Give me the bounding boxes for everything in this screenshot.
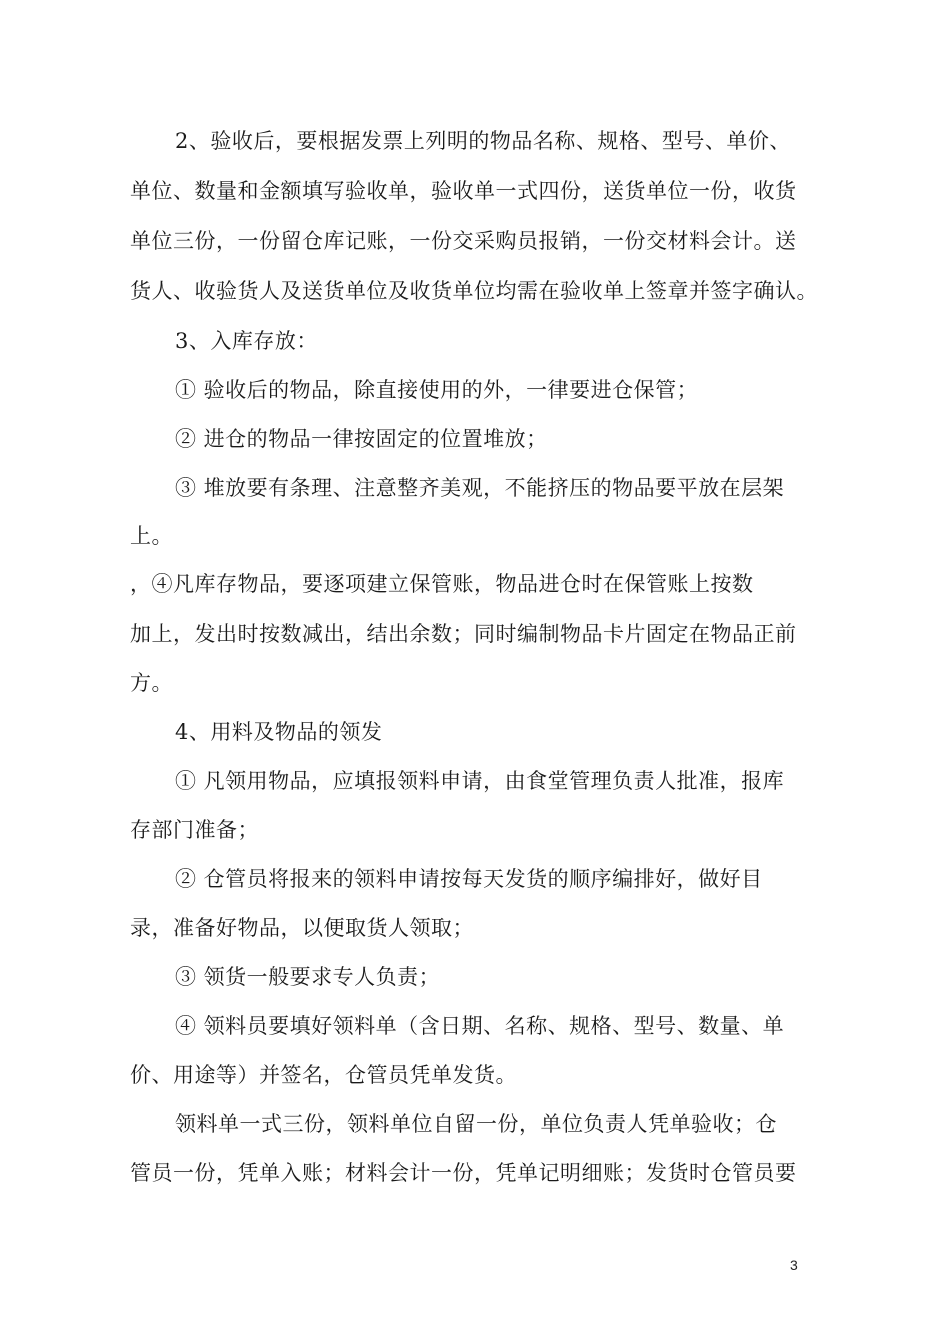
text-line: 单位三份，一份留仓库记账，一份交采购员报销，一份交材料会计。送 [130, 229, 797, 253]
text-line: ③ 堆放要有条理、注意整齐美观，不能挤压的物品要平放在层架 [175, 476, 785, 500]
text-line: ③ 领货一般要求专人负责； [175, 965, 441, 989]
text-line: 2、验收后，要根据发票上列明的物品名称、规格、型号、单价、 [175, 129, 791, 153]
text-line: 加上，发出时按数减出，结出余数；同时编制物品卡片固定在物品正前 [130, 622, 797, 646]
text-line: 方。 [130, 671, 173, 695]
text-line: ① 凡领用物品，应填报领料申请，由食堂管理负责人批准，报库 [175, 769, 785, 793]
text-line: 领料单一式三份，领料单位自留一份，单位负责人凭单验收；仓 [175, 1112, 777, 1136]
text-line: ② 进仓的物品一律按固定的位置堆放； [175, 427, 548, 451]
text-line: 存部门准备； [130, 818, 259, 842]
text-line: ① 验收后的物品，除直接使用的外，一律要进仓保管； [175, 378, 699, 402]
text-line: 单位、数量和金额填写验收单，验收单一式四份，送货单位一份，收货 [130, 179, 797, 203]
text-line: 管员一份，凭单入账；材料会计一份，凭单记明细账；发货时仓管员要 [130, 1161, 797, 1185]
page-number: 3 [790, 1257, 798, 1273]
text-line: ④ 领料员要填好领料单（含日期、名称、规格、型号、数量、单 [175, 1014, 785, 1038]
text-line: 录，准备好物品，以便取货人领取； [130, 916, 474, 940]
text-line: 货人、收验货人及送货单位及收货单位均需在验收单上签章并签字确认。 [130, 279, 818, 303]
text-line: ② 仓管员将报来的领料申请按每天发货的顺序编排好，做好目 [175, 867, 763, 891]
section-heading: 3、入库存放： [175, 329, 318, 353]
text-line: 价、用途等）并签名，仓管员凭单发货。 [130, 1063, 517, 1087]
text-line: ，④凡库存物品，要逐项建立保管账，物品进仓时在保管账上按数 [130, 572, 754, 596]
section-heading: 4、用料及物品的领发 [175, 720, 383, 744]
text-line: 上。 [130, 524, 173, 548]
